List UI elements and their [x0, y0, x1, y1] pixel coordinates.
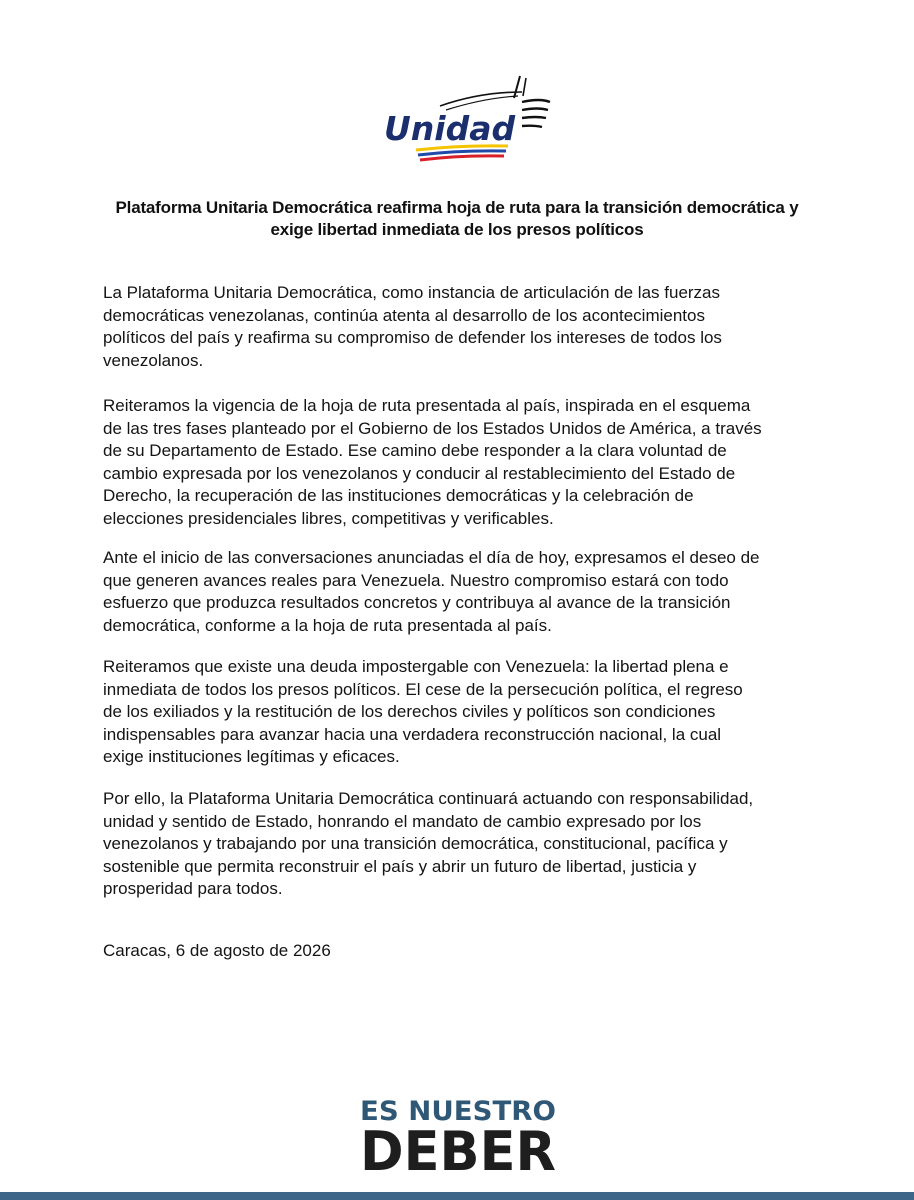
text-line: La Plataforma Unitaria Democrática, como instancia de articulación de las fuerzas [103, 283, 721, 302]
text-line: sostenible que permita reconstruir el país y abrir un futuro de libertad, justicia y [103, 856, 697, 876]
text-line: democrática, conforme a la hoja de ruta presentada al país. [103, 615, 552, 635]
title-line: Plataforma Unitaria Democrática reafirma hoja de ruta para la transición democrática y [115, 198, 799, 217]
text-line: de los exiliados y la restitución de los derechos civiles y políticos son condiciones [103, 702, 716, 722]
paragraph-2 [103, 395, 803, 531]
es-nuestro-deber-logo [356, 1092, 560, 1172]
text-line: cambio expresada por los venezolanos y conducir al restablecimiento del Estado de [103, 463, 736, 483]
logo-hand [514, 76, 520, 98]
text-line: exige instituciones legítimas y eficaces. [103, 747, 400, 767]
paragraph-4 [103, 656, 803, 769]
date-text: Caracas, 6 de agosto de 2026 [103, 941, 331, 960]
text-line: unidad y sentido de Estado, honrando el mandato de cambio expresado por los [103, 811, 702, 831]
logo-hand [522, 117, 546, 118]
logo-stripe-red [420, 156, 504, 160]
text-line: inmediata de todos los presos políticos. El cese de la persecución política, el regreso [103, 679, 743, 699]
text-line: prosperidad para todos. [103, 879, 283, 899]
text-line: de su Departamento de Estado. Ese camino debe responder a la clara voluntad de [103, 441, 727, 461]
paragraph-1 [103, 282, 803, 372]
text-line: de las tres fases planteado por el Gobierno de los Estados Unidos de América, a través [103, 418, 762, 438]
document-title [60, 197, 854, 241]
title-line: exige libertad inmediata de los presos políticos [270, 220, 644, 239]
logo-hand [522, 100, 550, 102]
slogan-line-1: ES NUESTRO [360, 1096, 556, 1127]
slogan-line-2: DEBER [360, 1120, 556, 1172]
text-line: Por ello, la Plataforma Unitaria Democrática continuará actuando con responsabilidad, [103, 789, 754, 808]
paragraph-3 [103, 547, 803, 637]
text-line: venezolanos y trabajando por una transición democrática, constitucional, pacífica y [103, 834, 728, 854]
text-line: indispensables para avanzar hacia una verdadera reconstrucción nacional, la cual [103, 724, 722, 744]
text-line: Reiteramos la vigencia de la hoja de ruta presentada al país, inspirada en el esquema [103, 396, 751, 415]
logo-swoosh [440, 92, 522, 106]
logo-wordmark: Unidad [384, 109, 516, 148]
document-date [103, 940, 803, 963]
text-line: esfuerzo que produzca resultados concretos y contribuya al avance de la transición [103, 593, 731, 613]
text-line: que generen avances reales para Venezuela. Nuestro compromiso estará con todo [103, 570, 729, 590]
text-line: Derecho, la recuperación de las instituciones democráticas y la celebración de [103, 486, 694, 506]
logo-swoosh [446, 96, 518, 110]
logo-hand [522, 126, 542, 127]
text-line: venezolanos. [103, 350, 204, 370]
logo-hand [523, 78, 526, 96]
logo-hand [522, 109, 548, 111]
text-line: Ante el inicio de las conversaciones anunciadas el día de hoy, expresamos el deseo de [103, 548, 760, 567]
text-line: políticos del país y reafirma su compromiso de defender los intereses de todos los [103, 328, 722, 348]
unidad-logo [380, 72, 560, 172]
paragraph-5 [103, 788, 803, 901]
text-line: elecciones presidenciales libres, competitivas y verificables. [103, 508, 554, 528]
text-line: democráticas venezolanas, continúa atenta al desarrollo de los acontecimientos [103, 305, 705, 325]
footer-bar [0, 1192, 914, 1200]
text-line: Reiteramos que existe una deuda impostergable con Venezuela: la libertad plena e [103, 657, 729, 676]
